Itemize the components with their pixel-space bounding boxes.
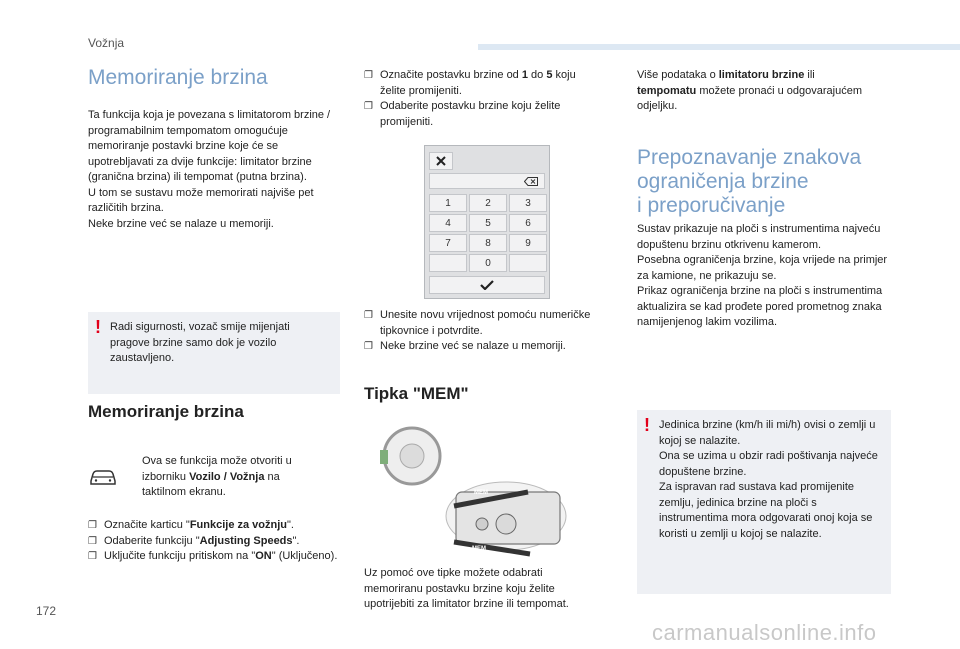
warning-text: Radi sigurnosti, vozač smije mijenjati pragove brzine samo dok je vozilo zaustavljeno. (110, 321, 290, 364)
warning-p2: Ona se uzima u obzir radi poštivanja najveće dopuštene brzine. (659, 450, 878, 478)
speed-input-display[interactable] (429, 173, 545, 189)
car-icon (88, 466, 118, 491)
mem-label-top: MEM (474, 490, 488, 496)
more-info: Više podataka o limitatoru brzine ili tempomatu možete pronaći u odgovarajućem odjeljku. (637, 69, 862, 112)
section-p1: Sustav prikazuje na ploči s instrumentima najveću dopuštenu brzinu otkrivenu kamerom. (637, 223, 881, 251)
key-empty (509, 254, 547, 272)
key-7[interactable]: 7 (429, 234, 467, 252)
warning-p3: Za ispravan rad sustava kad promijenite zemlju, jedinica brzine na ploči s instrumentima mora odgovarati onoj koja se koristi u zemlji u kojoj se nalazite. (659, 481, 873, 540)
steering-illustration (364, 420, 594, 560)
confirm-button[interactable] (429, 276, 545, 294)
steps-list (88, 518, 338, 565)
keypad-row (429, 194, 547, 212)
keypad-row (429, 214, 547, 232)
key-empty (429, 254, 467, 272)
intro-p2: U tom se sustavu može memorirati najviše pet različitih brzina. (88, 186, 314, 214)
section-text (637, 222, 891, 331)
intro-p3: Neke brzine već se nalaze u memoriji. (88, 217, 274, 230)
close-button[interactable] (429, 152, 453, 170)
list-item: ❐ Označite karticu "Funkcije za vožnju". (88, 519, 294, 531)
key-4[interactable]: 4 (429, 214, 467, 232)
warning-box (88, 312, 340, 394)
warning-box-2 (637, 410, 891, 594)
numeric-keypad (424, 145, 550, 299)
list-item: ❐ Uključite funkciju pritiskom na "ON" (Uključeno). (88, 550, 338, 562)
section-title: Prepoznavanje znakova ograničenja brzine i preporučivanje (637, 146, 862, 217)
section-p3: Prikaz ograničenja brzine na ploči s instrumentima aktualizira se kad prođete pored prometnog znaka namijenjenog lakim vozilima. (637, 285, 883, 328)
mem-text: Uz pomoć ove tipke možete odabrati memoriranu postavku brzine koju želite upotrijebiti za limitator brzine ili tempomat. (364, 567, 569, 610)
mem-title: Tipka "MEM" (364, 384, 469, 403)
key-2[interactable]: 2 (469, 194, 507, 212)
car-note: Ova se funkcija može otvoriti u izborniku Vozilo / Vožnja na taktilnom ekranu. (142, 455, 292, 498)
warning-icon: ! (95, 317, 101, 337)
intro-text (88, 108, 344, 232)
section-p2: Posebna ograničenja brzine, koja vrijede na primjer za kamione, ne prikazuju se. (637, 254, 888, 282)
steps-bottom (364, 308, 614, 355)
warning-p1: Jedinica brzine (km/h ili mi/h) ovisi o zemlji u kojoj se nalazite. (659, 419, 876, 447)
list-item: ❐ Označite postavku brzine od 1 do 5 koju želite promijeniti. (364, 69, 576, 97)
check-icon (480, 280, 494, 290)
key-1[interactable]: 1 (429, 194, 467, 212)
key-3[interactable]: 3 (509, 194, 547, 212)
close-icon (436, 156, 446, 166)
page-title: Memoriranje brzina (88, 66, 268, 89)
list-item: ❐ Odaberite postavku brzine koju želite promijeniti. (364, 100, 561, 128)
warning-icon: ! (644, 415, 650, 435)
list-item: ❐ Unesite novu vrijednost pomoću numeričke tipkovnice i potvrdite. (364, 309, 591, 337)
key-9[interactable]: 9 (509, 234, 547, 252)
key-6[interactable]: 6 (509, 214, 547, 232)
section-label: Vožnja (88, 36, 125, 50)
subtitle: Memoriranje brzina (88, 402, 244, 421)
page-number: 172 (36, 604, 57, 618)
list-item: ❐ Neke brzine već se nalaze u memoriji. (364, 340, 566, 352)
key-5[interactable]: 5 (469, 214, 507, 232)
intro-p1: Ta funkcija koja je povezana s limitatorom brzine / programabilnim tempomatom omogućuje memoriranje postavki brzine koje će se upotrebljavati za dvije funkcije: limitator brzine (granična brzina) ili tempomat (putna brzina). (88, 109, 331, 183)
keypad-row (429, 234, 547, 252)
watermark: carmanualsonline.info (652, 620, 877, 645)
mem-label-bottom: MEM (472, 546, 486, 552)
keypad-row (429, 254, 547, 272)
backspace-icon (524, 177, 538, 186)
steps-top (364, 68, 604, 130)
key-0[interactable]: 0 (469, 254, 507, 272)
list-item: ❐ Odaberite funkciju "Adjusting Speeds". (88, 534, 300, 547)
key-8[interactable]: 8 (469, 234, 507, 252)
header-bar (478, 44, 960, 50)
